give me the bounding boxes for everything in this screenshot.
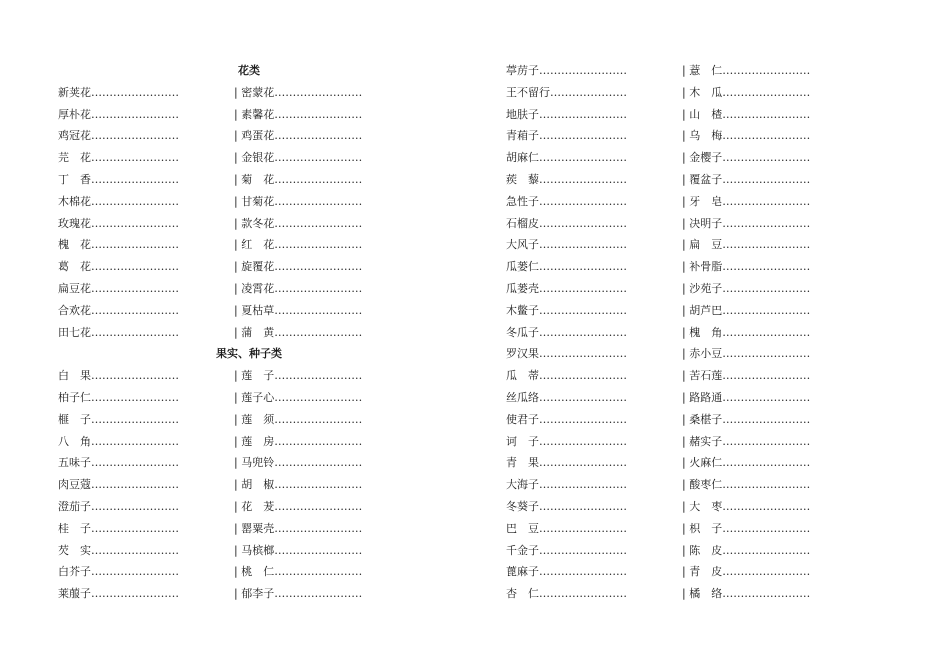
entry-left: 王不留行………………… — [506, 85, 627, 99]
list-row — [58, 169, 378, 191]
entry-right: | 补骨脂…………………… — [682, 260, 811, 274]
entry-right: | 金樱子…………………… — [682, 151, 811, 165]
entry-right: | 胡 椒…………………… — [234, 478, 363, 492]
entry-left: 玫瑰花…………………… — [58, 216, 179, 230]
entry-left: 厚朴花…………………… — [58, 107, 179, 121]
entry-left: 丁 香…………………… — [58, 172, 179, 186]
entry-right: | 桑椹子…………………… — [682, 412, 811, 426]
entry-right: | 马槟榔…………………… — [234, 543, 363, 557]
entry-right: | 郁李子…………………… — [234, 587, 363, 601]
entry-left: 合欢花…………………… — [58, 303, 179, 317]
entry-left: 石榴皮…………………… — [506, 216, 627, 230]
entry-right: | 山 楂…………………… — [682, 107, 811, 121]
entry-left: 罗汉果…………………… — [506, 347, 627, 361]
entry-left: 白 果…………………… — [58, 369, 179, 383]
list-row — [506, 256, 826, 278]
entry-left: 千金子…………………… — [506, 543, 627, 557]
entry-left: 瓜 蒂…………………… — [506, 369, 627, 383]
entry-right: | 木 瓜…………………… — [682, 85, 811, 99]
entry-left: 新荚花…………………… — [58, 85, 179, 99]
list-row — [58, 518, 378, 540]
list-row — [58, 191, 378, 213]
list-row — [506, 125, 826, 147]
entry-right: | 莲子心…………………… — [234, 390, 363, 404]
entry-right: | 款冬花…………………… — [234, 216, 363, 230]
entry-right: | 红 花…………………… — [234, 238, 363, 252]
list-row — [58, 496, 378, 518]
list-row — [58, 104, 378, 126]
entry-left: 蒺 藜…………………… — [506, 172, 627, 186]
entry-right: | 菊 花…………………… — [234, 172, 363, 186]
entry-right: | 桃 仁…………………… — [234, 565, 363, 579]
entry-left: 巴 豆…………………… — [506, 521, 627, 535]
entry-right: | 大 枣…………………… — [682, 499, 811, 513]
entry-right: | 扁 豆…………………… — [682, 238, 811, 252]
entry-left: 扁豆花…………………… — [58, 281, 179, 295]
list-row — [506, 169, 826, 191]
entry-left: 桂 子…………………… — [58, 521, 179, 535]
list-row — [506, 60, 826, 82]
entry-left: 木鳖子…………………… — [506, 303, 627, 317]
list-row — [58, 322, 378, 344]
entry-left: 蓖麻子…………………… — [506, 565, 627, 579]
right-column — [506, 60, 826, 605]
entry-left: 青 果…………………… — [506, 456, 627, 470]
list-row — [506, 540, 826, 562]
entry-right: | 枳 子…………………… — [682, 521, 811, 535]
entry-right: | 夏枯草…………………… — [234, 303, 363, 317]
entry-left: 柏子仁…………………… — [58, 390, 179, 404]
list-row — [506, 474, 826, 496]
entry-left: 莱菔子…………………… — [58, 587, 179, 601]
entry-left: 大海子…………………… — [506, 478, 627, 492]
entry-left: 白芥子…………………… — [58, 565, 179, 579]
entry-left: 冬瓜子…………………… — [506, 325, 627, 339]
entry-right: | 金银花…………………… — [234, 151, 363, 165]
list-row — [58, 365, 378, 387]
entry-right: | 槐 角…………………… — [682, 325, 811, 339]
list-row — [58, 474, 378, 496]
entry-left: 诃 子…………………… — [506, 434, 627, 448]
list-row — [58, 256, 378, 278]
entry-left: 使君子…………………… — [506, 412, 627, 426]
entry-right: | 乌 梅…………………… — [682, 129, 811, 143]
entry-right: | 马兜铃…………………… — [234, 456, 363, 470]
list-row — [506, 234, 826, 256]
entry-right: | 路路通…………………… — [682, 390, 811, 404]
list-row — [58, 147, 378, 169]
entry-left: 五味子…………………… — [58, 456, 179, 470]
list-row — [58, 82, 378, 104]
entry-right: | 素馨花…………………… — [234, 107, 363, 121]
entry-right: | 蒲 黄…………………… — [234, 325, 363, 339]
list-row — [58, 278, 378, 300]
entry-left: 急性子…………………… — [506, 194, 627, 208]
entry-left: 胡麻仁…………………… — [506, 151, 627, 165]
entry-right: | 赤小豆…………………… — [682, 347, 811, 361]
list-row — [506, 278, 826, 300]
entry-left: 冬葵子…………………… — [506, 499, 627, 513]
list-row — [506, 387, 826, 409]
list-row — [58, 300, 378, 322]
entry-left: 青葙子…………………… — [506, 129, 627, 143]
list-row — [58, 431, 378, 453]
entry-left: 田七花…………………… — [58, 325, 179, 339]
list-row — [506, 561, 826, 583]
list-row — [506, 322, 826, 344]
list-row — [506, 365, 826, 387]
list-row — [506, 452, 826, 474]
entry-left: 槐 花…………………… — [58, 238, 179, 252]
entry-left: 澄茄子…………………… — [58, 499, 179, 513]
entry-left: 八 角…………………… — [58, 434, 179, 448]
entry-right: | 酸枣仁…………………… — [682, 478, 811, 492]
list-row — [506, 300, 826, 322]
list-row — [506, 409, 826, 431]
entry-left: 鸡冠花…………………… — [58, 129, 179, 143]
entry-right: | 苦石莲…………………… — [682, 369, 811, 383]
entry-right: | 甘菊花…………………… — [234, 194, 363, 208]
list-row — [58, 213, 378, 235]
entry-right: | 密蒙花…………………… — [234, 85, 363, 99]
entry-left: 杏 仁…………………… — [506, 587, 627, 601]
entry-right: | 决明子…………………… — [682, 216, 811, 230]
entry-left: 丝瓜络…………………… — [506, 390, 627, 404]
list-row — [506, 82, 826, 104]
list-row — [58, 387, 378, 409]
entry-left: 榧 子…………………… — [58, 412, 179, 426]
entry-right: | 罂粟壳…………………… — [234, 521, 363, 535]
entry-right: | 凌霄花…………………… — [234, 281, 363, 295]
list-row — [506, 496, 826, 518]
list-row — [58, 583, 378, 605]
entry-right: | 覆盆子…………………… — [682, 172, 811, 186]
entry-left: 葛 花…………………… — [58, 260, 179, 274]
entry-left: 地肤子…………………… — [506, 107, 627, 121]
entry-right: | 莲 须…………………… — [234, 412, 363, 426]
left-column — [58, 60, 378, 605]
entry-right: | 赭实子…………………… — [682, 434, 811, 448]
list-row — [506, 191, 826, 213]
list-row — [506, 583, 826, 605]
entry-right: | 莲 子…………………… — [234, 369, 363, 383]
entry-right: | 胡芦巴…………………… — [682, 303, 811, 317]
list-row — [58, 540, 378, 562]
list-row — [506, 104, 826, 126]
entry-right: | 火麻仁…………………… — [682, 456, 811, 470]
list-row — [58, 125, 378, 147]
entry-right: | 旋覆花…………………… — [234, 260, 363, 274]
entry-right: | 莲 房…………………… — [234, 434, 363, 448]
entry-right: | 花 茇…………………… — [234, 499, 363, 513]
list-row — [58, 234, 378, 256]
entry-right: | 薏 仁…………………… — [682, 64, 811, 77]
entry-left: 芫 花…………………… — [58, 151, 179, 165]
section-heading-flowers: 花类 — [238, 64, 260, 77]
entry-right: | 青 皮…………………… — [682, 565, 811, 579]
list-row — [58, 561, 378, 583]
list-row — [506, 343, 826, 365]
entry-left: 葶苈子…………………… — [506, 64, 627, 77]
section-heading-fruits: 果实、种子类 — [216, 347, 282, 361]
list-row — [506, 147, 826, 169]
entry-left: 瓜蒌壳…………………… — [506, 281, 627, 295]
list-row — [58, 409, 378, 431]
entry-right: | 沙苑子…………………… — [682, 281, 811, 295]
entry-left: 瓜蒌仁…………………… — [506, 260, 627, 274]
entry-left: 木棉花…………………… — [58, 194, 179, 208]
entry-left: 芡 实…………………… — [58, 543, 179, 557]
entry-left: 肉豆蔻…………………… — [58, 478, 179, 492]
entry-right: | 鸡蛋花…………………… — [234, 129, 363, 143]
entry-left: 大风子…………………… — [506, 238, 627, 252]
list-row — [58, 452, 378, 474]
entry-right: | 牙 皂…………………… — [682, 194, 811, 208]
entry-right: | 陈 皮…………………… — [682, 543, 811, 557]
list-row — [506, 518, 826, 540]
list-row — [506, 213, 826, 235]
entry-right: | 橘 络…………………… — [682, 587, 811, 601]
list-row — [506, 431, 826, 453]
